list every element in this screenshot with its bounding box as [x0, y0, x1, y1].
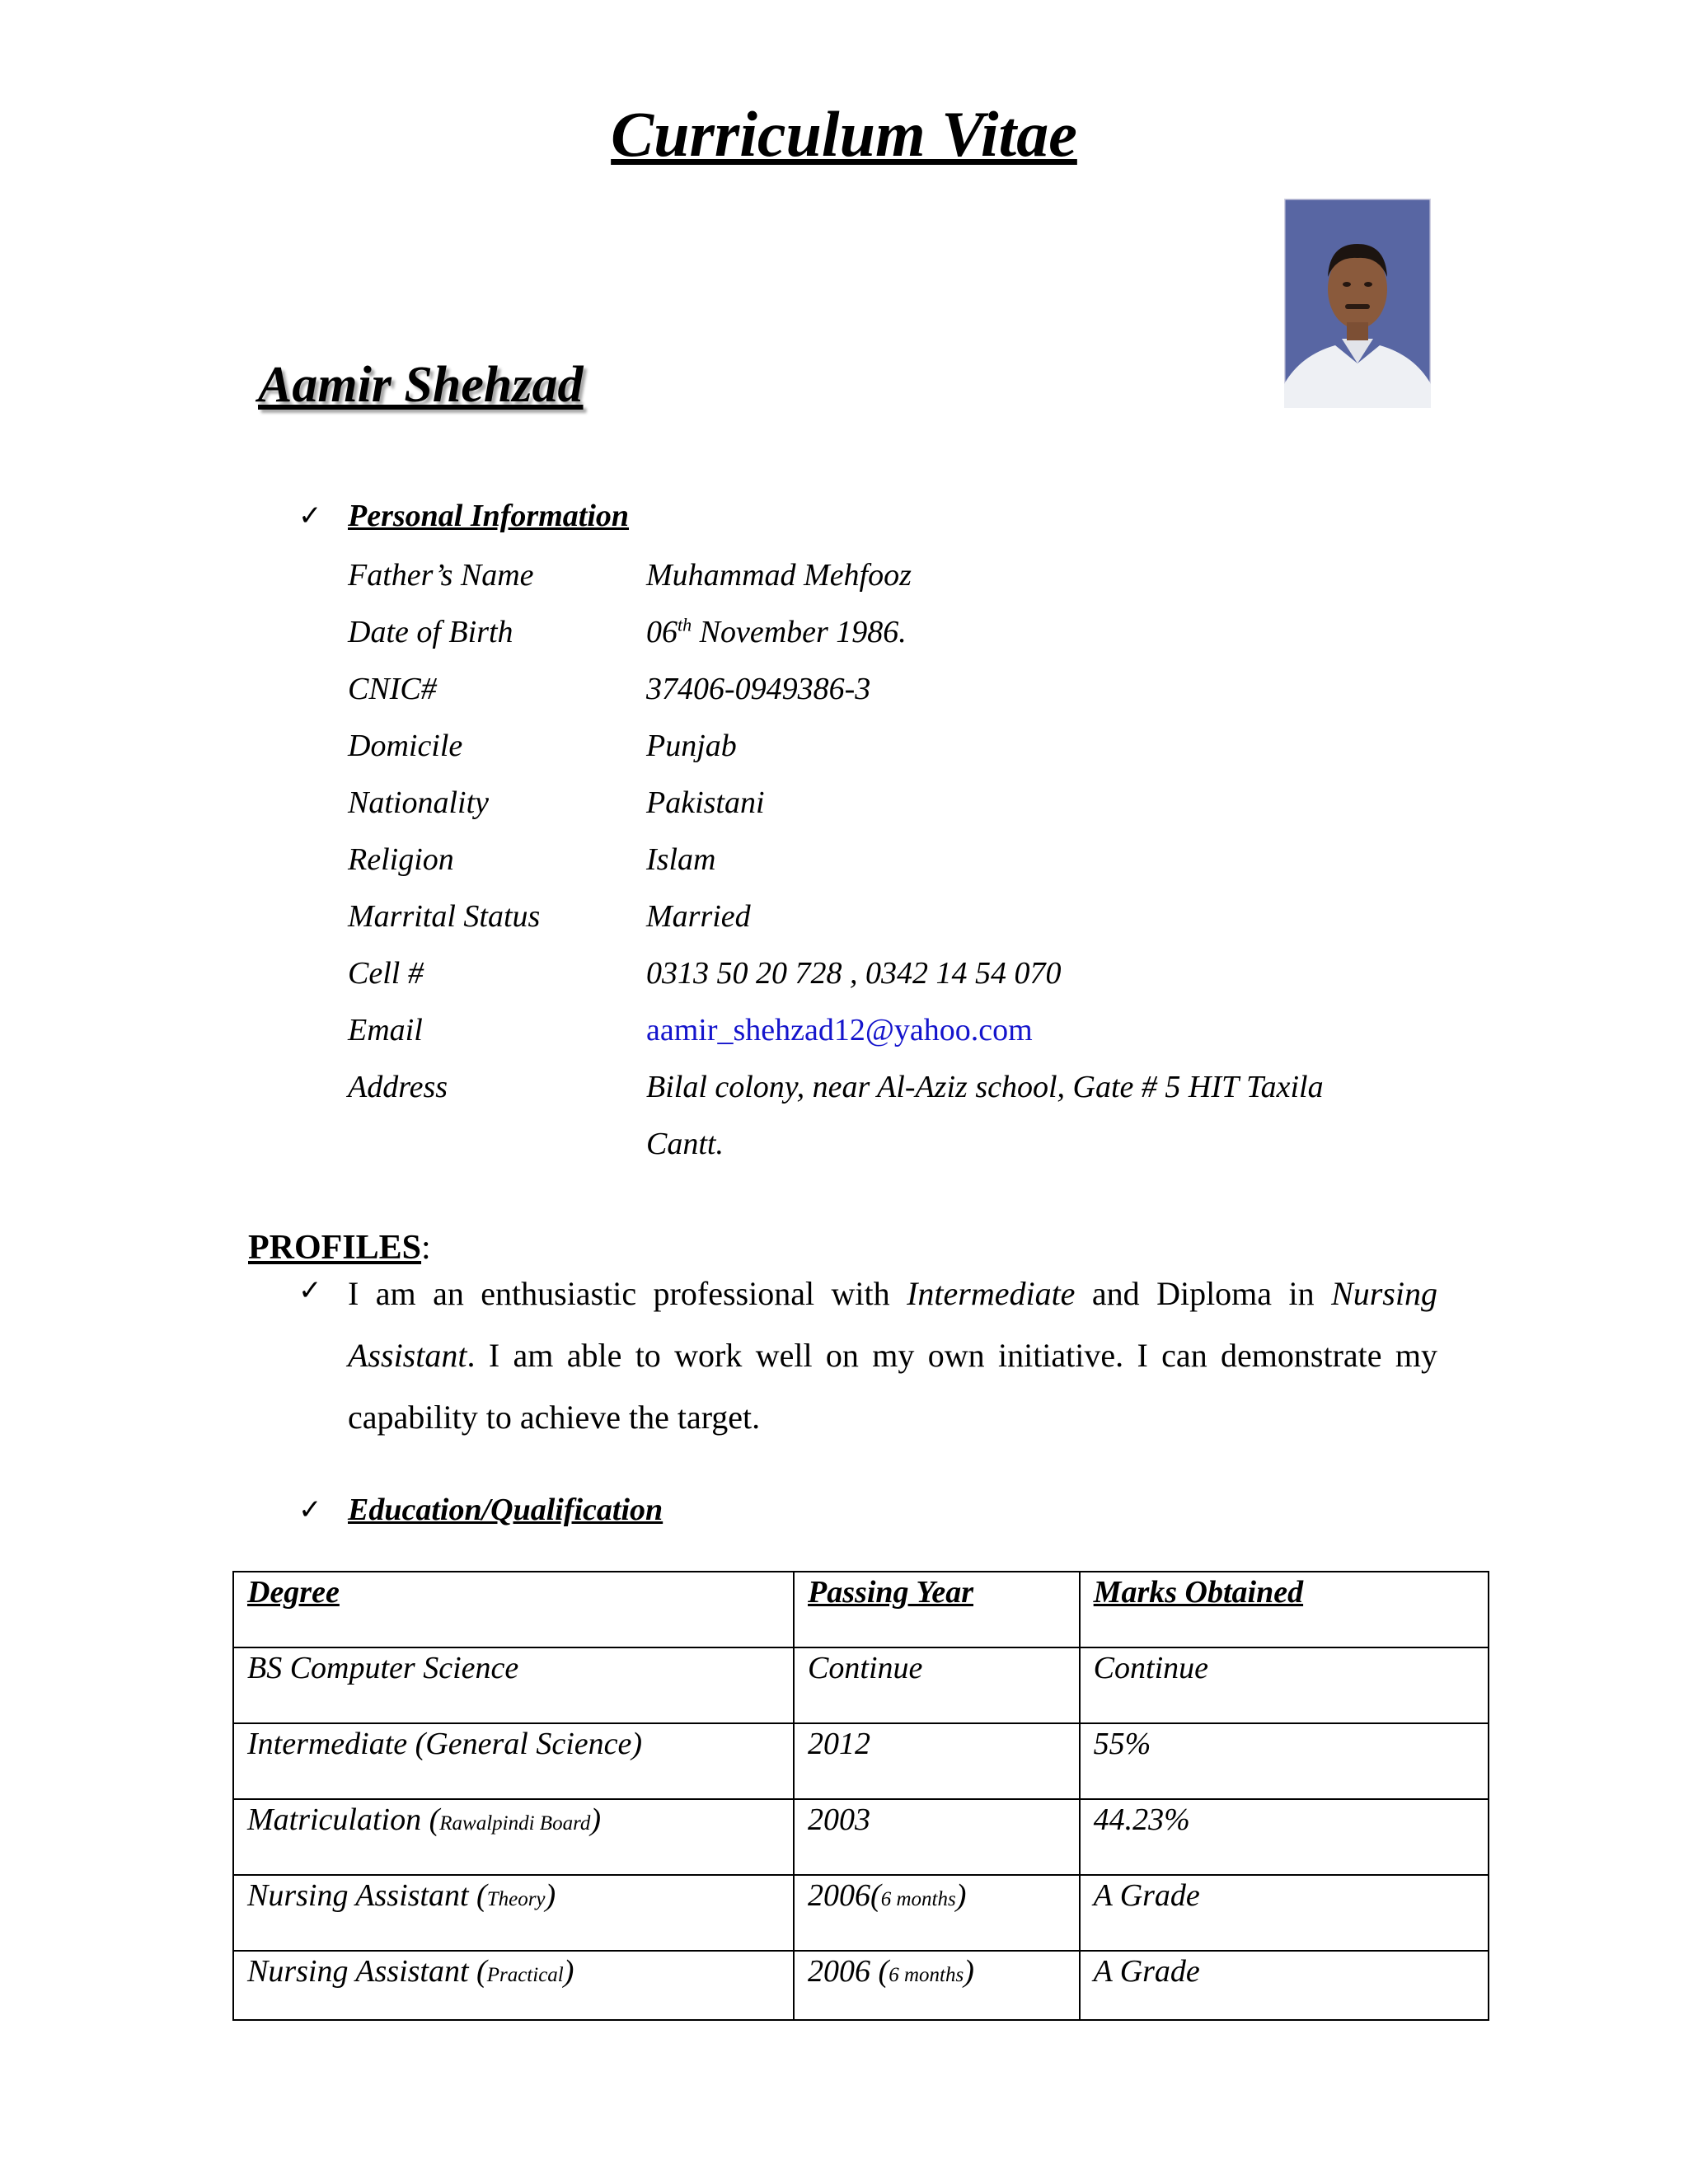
field-label: Cell # [348, 956, 424, 991]
profile-summary: I am an enthusiastic professional with Intermediate and Diploma in Nursing Assistant. I am able to work well on my own initiative. I can demonstrate my capability to achieve the target. [348, 1275, 1437, 1436]
field-value: 37406-0949386-3 [646, 672, 871, 706]
marks-cell: A Grade [1080, 1875, 1489, 1951]
email-link[interactable]: aamir_shehzad12@yahoo.com [646, 1013, 1033, 1047]
field-label: Date of Birth [348, 615, 513, 649]
field-value: Married [646, 899, 751, 934]
field-value: Cantt. [646, 1127, 724, 1161]
section-heading-personal: Personal Information [348, 499, 630, 533]
table-row [233, 1647, 1489, 1723]
field-value: Muhammad Mehfooz [646, 558, 912, 593]
field-row [348, 557, 912, 593]
field-label: Address [348, 1070, 448, 1104]
field-value: 0313 50 20 728 , 0342 14 54 070 [646, 956, 1062, 991]
degree-cell: Intermediate (General Science) [233, 1723, 794, 1799]
check-icon: ✓ [298, 499, 322, 532]
marks-cell: A Grade [1080, 1951, 1489, 2020]
degree-cell: BS Computer Science [233, 1647, 794, 1723]
field-value: Bilal colony, near Al-Aziz school, Gate # 5 HIT Taxila [646, 1070, 1324, 1104]
field-row [348, 614, 907, 650]
field-row [348, 671, 871, 707]
field-value: 06th November 1986. [646, 614, 907, 649]
degree-cell: Matriculation (Rawalpindi Board) [233, 1799, 794, 1875]
check-icon: ✓ [298, 1493, 322, 1526]
marks-cell: Continue [1080, 1647, 1489, 1723]
table-row [233, 1799, 1489, 1875]
field-row [348, 955, 1062, 991]
field-label: Nationality [348, 785, 489, 820]
field-value: Punjab [646, 729, 737, 763]
field-value: Islam [646, 842, 716, 877]
year-cell: 2003 [794, 1799, 1080, 1875]
field-label: Marrital Status [348, 899, 541, 934]
portrait-photo [1284, 199, 1431, 408]
document-title: Curriculum Vitae [611, 98, 1077, 170]
year-cell: Continue [794, 1647, 1080, 1723]
field-label: CNIC# [348, 672, 437, 706]
column-header-degree: Degree [233, 1572, 794, 1647]
education-table [232, 1571, 1489, 2021]
field-row [348, 841, 716, 878]
year-cell: 2006 (6 months) [794, 1951, 1080, 2020]
field-value: Pakistani [646, 785, 765, 820]
column-header-year: Passing Year [794, 1572, 1080, 1647]
marks-cell: 55% [1080, 1723, 1489, 1799]
column-header-marks: Marks Obtained [1080, 1572, 1489, 1647]
degree-cell: Nursing Assistant (Practical) [233, 1951, 794, 2020]
field-row [348, 898, 751, 935]
field-row [348, 785, 765, 821]
field-label: Father’s Name [348, 558, 534, 593]
section-heading-education: Education/Qualification [348, 1493, 663, 1527]
field-label: Email [348, 1013, 423, 1047]
field-row [348, 1069, 1324, 1105]
table-row [233, 1723, 1489, 1799]
marks-cell: 44.23% [1080, 1799, 1489, 1875]
check-icon: ✓ [298, 1274, 322, 1307]
candidate-name: Aamir Shehzad [258, 357, 584, 413]
year-cell: 2006(6 months) [794, 1875, 1080, 1951]
section-heading-profiles: PROFILES: [248, 1229, 431, 1267]
field-row [348, 1012, 1033, 1048]
table-row [233, 1875, 1489, 1951]
table-header-row [233, 1572, 1489, 1647]
year-cell: 2012 [794, 1723, 1080, 1799]
field-row [348, 728, 737, 764]
field-label: Religion [348, 842, 454, 877]
table-row [233, 1951, 1489, 2020]
field-label: Domicile [348, 729, 463, 763]
degree-cell: Nursing Assistant (Theory) [233, 1875, 794, 1951]
